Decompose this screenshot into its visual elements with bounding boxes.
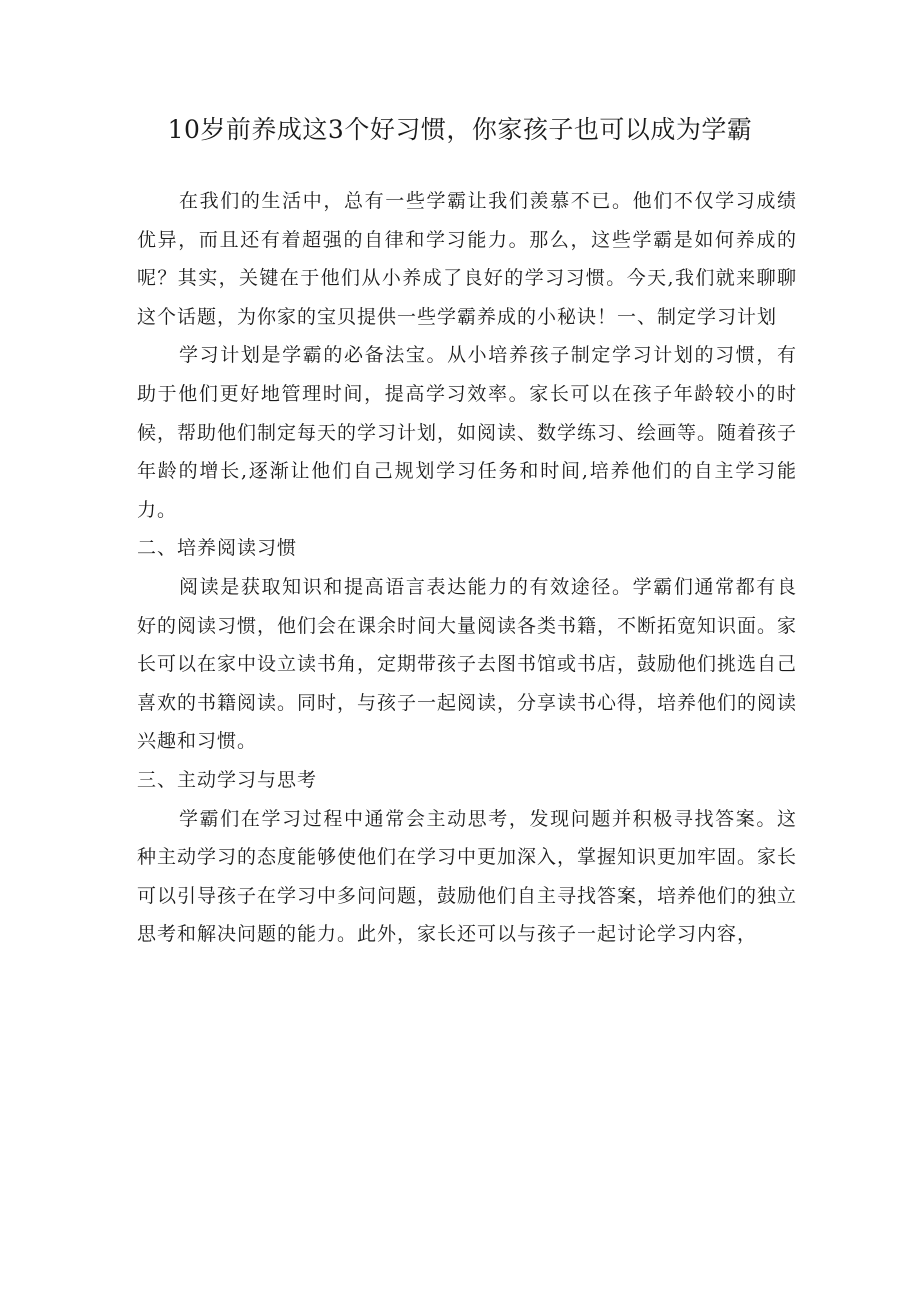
- section-2-heading: 二、培养阅读习惯: [137, 537, 298, 560]
- document-title: 10岁前养成这3个好习惯，你家孩子也可以成为学霸: [167, 115, 753, 144]
- section-2-paragraph: 阅读是获取知识和提高语言表达能力的有效途径。学霸们通常都有良好的阅读习惯，他们会在课余时间大量阅读各类书籍，不断拓宽知识面。家长可以在家中设立读书角，定期带孩子去图书馆或书店，鼓励他们挑选自己喜欢的书籍阅读。同时，与孩子一起阅读，分享读书心得，培养他们的阅读兴趣和习惯。: [137, 575, 798, 753]
- section-3-paragraph: 学霸们在学习过程中通常会主动思考，发现问题并积极寻找答案。这种主动学习的态度能够使他们在学习中更加深入，掌握知识更加牢固。家长可以引导孩子在学习中多问问题，鼓励他们自主寻找答案，培养他们的独立思考和解决问题的能力。此外，家长还可以与孩子一起讨论学习内容，: [137, 807, 798, 946]
- section-3-heading: 三、主动学习与思考: [137, 768, 318, 791]
- document-body: [137, 182, 797, 954]
- intro-paragraph: 在我们的生活中，总有一些学霸让我们羡慕不已。他们不仅学习成绩优异，而且还有着超强的自律和学习能力。那么，这些学霸是如何养成的呢？其实，关键在于他们从小养成了良好的学习习惯。今天,我们就来聊聊这个话题，为你家的宝贝提供一些学霸养成的小秘诀！一、制定学习计划: [137, 190, 797, 328]
- section-1-paragraph: 学习计划是学霸的必备法宝。从小培养孩子制定学习计划的习惯，有助于他们更好地管理时间，提高学习效率。家长可以在孩子年龄较小的时候，帮助他们制定每天的学习计划，如阅读、数学练习、绘画等。随着孩子年龄的增长,逐渐让他们自己规划学习任务和时间,培养他们的自主学习能力。: [137, 344, 798, 521]
